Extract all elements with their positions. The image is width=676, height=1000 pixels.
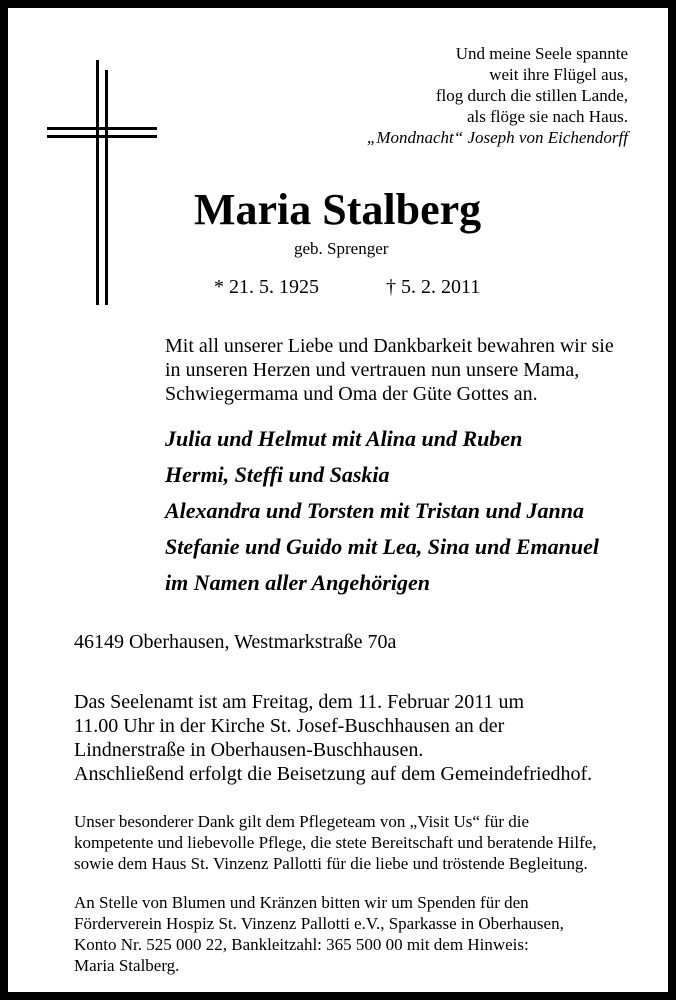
family-line: im Namen aller Angehörigen [165,570,431,595]
family-address: 46149 Oberhausen, Westmarkstraße 70a [74,631,397,653]
born-name: geb. Sprenger [294,239,389,258]
donation-line: Förderverein Hospiz St. Vinzenz Pallotti e.V., Sparkasse in Oberhausen, [74,914,564,933]
poem-line: flog durch die stillen Lande, [435,86,628,105]
thanks-text [74,811,597,874]
intro-line: Mit all unserer Liebe und Dankbarkeit bewahren wir sie [165,335,614,357]
birth-date: * 21. 5. 1925 [214,276,319,298]
family-line: Alexandra und Torsten mit Tristan und Janna [165,498,584,523]
donation-line: An Stelle von Blumen und Kränzen bitten wir um Spenden für den [74,893,529,912]
cross-vertical-bar [96,60,99,305]
service-line: Lindnerstraße in Oberhausen-Buschhausen. [74,739,424,761]
family-line: Stefanie und Guido mit Lea, Sina und Emanuel [165,534,599,559]
thanks-line: kompetente und liebevolle Pflege, die stete Bereitschaft und beratende Hilfe, [74,833,597,852]
death-date: † 5. 2. 2011 [386,276,481,298]
intro-line: in unseren Herzen und vertrauen nun unsere Mama, [165,359,580,381]
deceased-name: Maria Stalberg [194,185,482,234]
cross-horizontal-bar [47,135,157,138]
intro-text [165,334,645,406]
family-list [165,421,599,601]
poem-line: Und meine Seele spannte [455,44,628,63]
poem-line: weit ihre Flügel aus, [489,65,628,84]
cross-horizontal-bar [47,127,157,130]
poem-citation: „Mondnacht“ Joseph von Eichendorff [366,128,628,147]
donation-line: Maria Stalberg. [74,956,180,975]
donation-text [74,892,564,976]
thanks-line: Unser besonderer Dank gilt dem Pflegeteam von „Visit Us“ für die [74,812,530,831]
donation-line: Konto Nr. 525 000 22, Bankleitzahl: 365 500 00 mit dem Hinweis: [74,935,529,954]
service-line: 11.00 Uhr in der Kirche St. Josef-Buschhausen an der [74,715,505,737]
family-line: Julia und Helmut mit Alina und Ruben [165,426,523,451]
service-line: Anschließend erfolgt die Beisetzung auf dem Gemeindefriedhof. [74,763,593,785]
poem-quote [367,43,628,148]
intro-line: Schwiegermama und Oma der Güte Gottes an. [165,383,538,405]
cross-vertical-bar [105,70,108,305]
service-info [74,690,592,786]
thanks-line: sowie dem Haus St. Vinzenz Pallotti für die liebe und tröstende Begleitung. [74,854,588,873]
service-line: Das Seelenamt ist am Freitag, dem 11. Februar 2011 um [74,691,525,713]
family-line: Hermi, Steffi und Saskia [165,462,390,487]
poem-line: als flöge sie nach Haus. [467,107,628,126]
